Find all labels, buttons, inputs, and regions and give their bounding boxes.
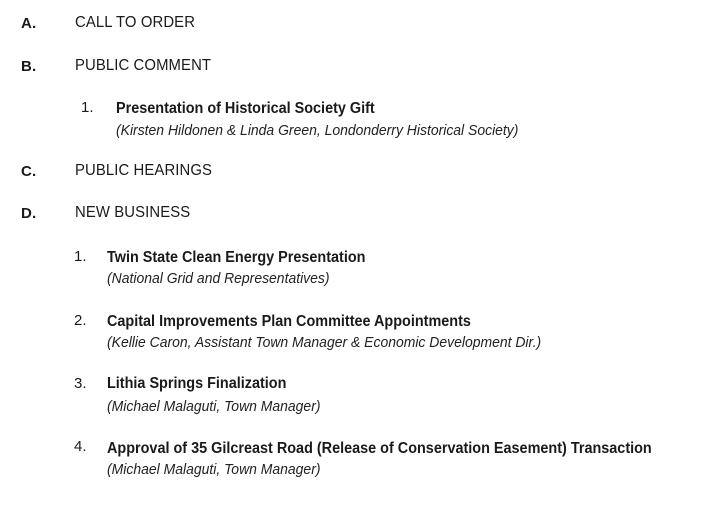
item-subtitle: (Kellie Caron, Assistant Town Manager & Economic Development Dir.) [107, 334, 542, 351]
section-title: PUBLIC COMMENT [75, 57, 212, 74]
item-subtitle: (Michael Malaguti, Town Manager) [107, 398, 321, 415]
item-number: 1. [81, 99, 94, 116]
item-title: Presentation of Historical Society Gift [116, 100, 375, 117]
section-title: CALL TO ORDER [75, 14, 196, 31]
item-title: Capital Improvements Plan Committee Appointments [107, 313, 471, 330]
section-title: NEW BUSINESS [75, 204, 191, 221]
item-title: Lithia Springs Finalization [107, 375, 287, 392]
item-number: 3. [74, 375, 87, 392]
section-letter: B. [21, 58, 37, 75]
section-letter: A. [21, 15, 37, 32]
section-letter: D. [21, 205, 37, 222]
item-number: 4. [74, 438, 87, 455]
item-subtitle: (Kirsten Hildonen & Linda Green, Londonderry Historical Society) [116, 122, 519, 139]
section-title: PUBLIC HEARINGS [75, 162, 213, 179]
section-letter: C. [21, 163, 37, 180]
item-subtitle: (National Grid and Representatives) [107, 270, 330, 287]
item-title: Twin State Clean Energy Presentation [107, 249, 366, 266]
item-number: 2. [74, 312, 87, 329]
item-title: Approval of 35 Gilcreast Road (Release of Conservation Easement) Transaction [107, 440, 652, 457]
item-subtitle: (Michael Malaguti, Town Manager) [107, 461, 321, 478]
item-number: 1. [74, 248, 87, 265]
